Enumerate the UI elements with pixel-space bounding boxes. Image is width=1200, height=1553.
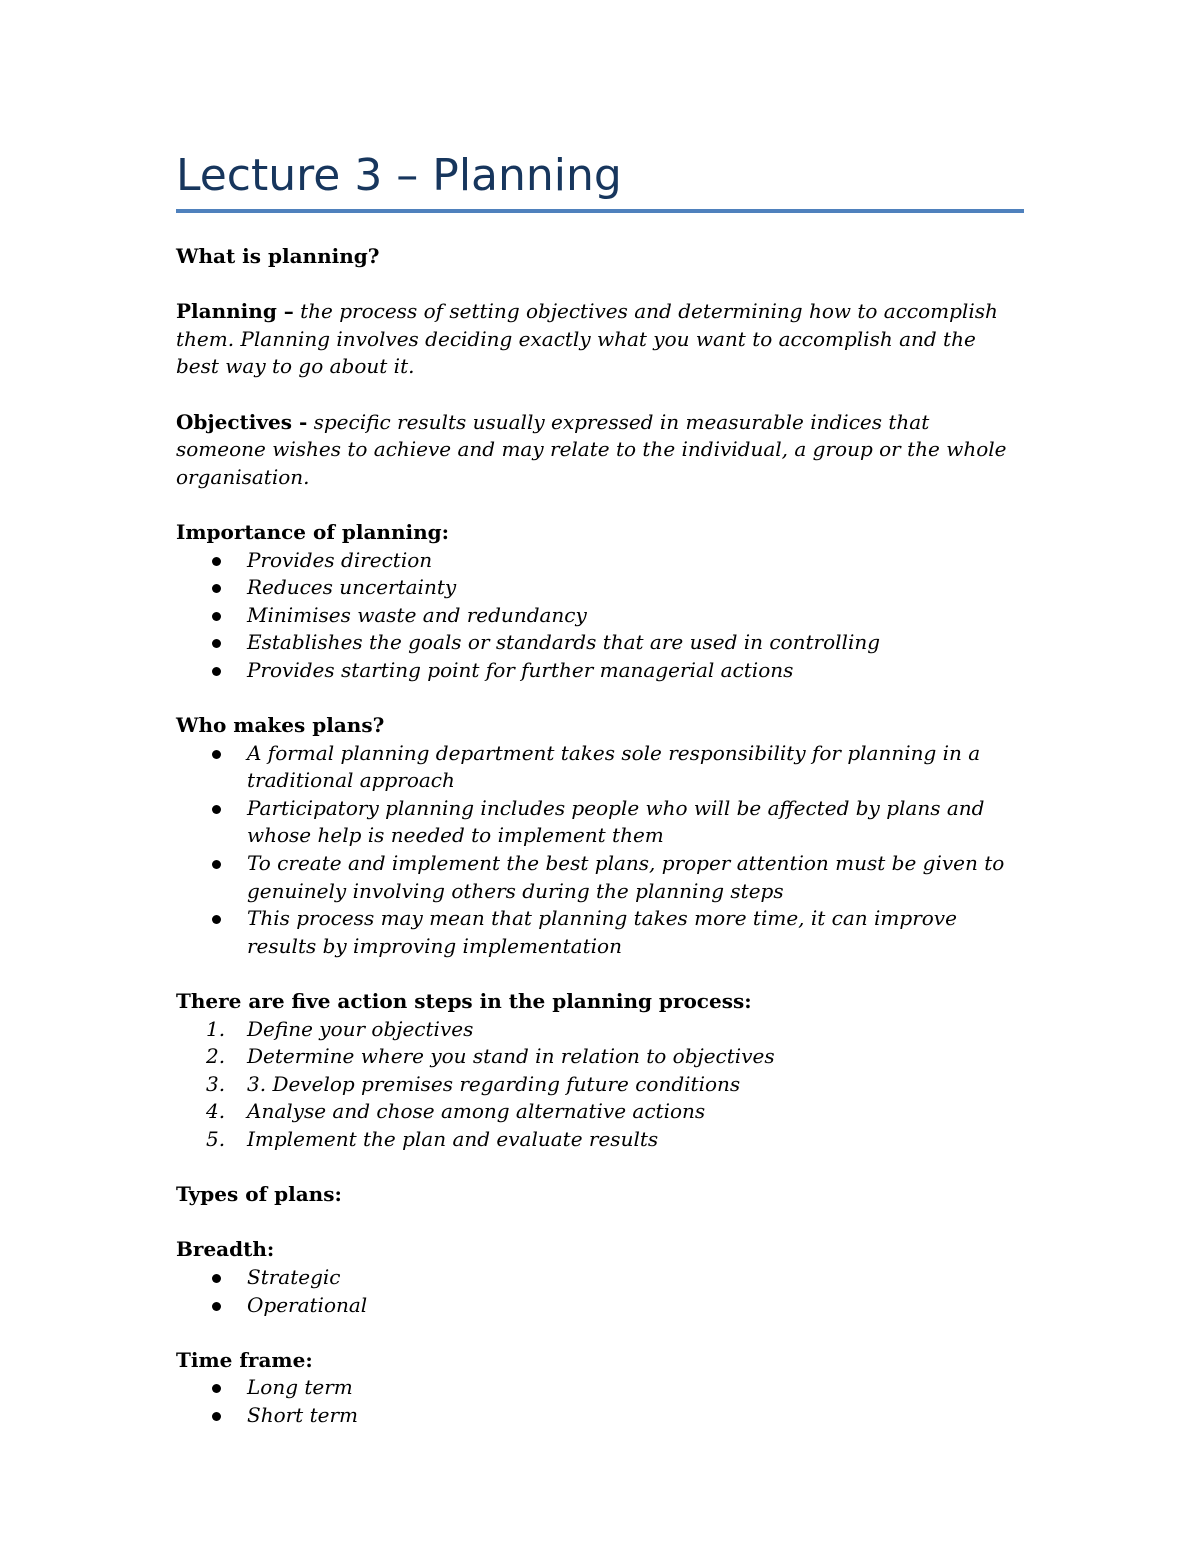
who-list bbox=[176, 740, 1024, 961]
step-item bbox=[176, 1016, 1024, 1044]
list-item: Strategic bbox=[176, 1264, 1024, 1292]
list-item: Provides direction bbox=[176, 547, 1024, 575]
planning-term: Planning – bbox=[176, 299, 294, 324]
list-item: Minimises waste and redundancy bbox=[176, 602, 1024, 630]
page-title: Lecture 3 – Planning bbox=[176, 150, 622, 201]
step-text: Analyse and chose among alternative actions bbox=[247, 1099, 706, 1124]
types-heading: Types of plans: bbox=[176, 1182, 342, 1207]
timeframe-heading: Time frame: bbox=[176, 1347, 313, 1372]
list-item: Reduces uncertainty bbox=[176, 574, 1024, 602]
step-item bbox=[176, 1071, 1024, 1099]
what-heading: What is planning? bbox=[176, 244, 380, 268]
step-item bbox=[176, 1043, 1024, 1071]
step-number: 2. bbox=[206, 1044, 226, 1069]
planning-definition bbox=[176, 298, 1024, 381]
step-text: Implement the plan and evaluate results bbox=[247, 1127, 659, 1151]
list-item: Establishes the goals or standards that are used in controlling bbox=[176, 629, 1024, 657]
list-item: This process may mean that planning takes more time, it can improve results by improving implementation bbox=[176, 905, 1024, 960]
who-heading: Who makes plans? bbox=[176, 713, 385, 738]
breadth-heading: Breadth: bbox=[176, 1237, 275, 1262]
objectives-term: Objectives - bbox=[176, 409, 308, 434]
step-text: Determine where you stand in relation to objectives bbox=[247, 1044, 775, 1069]
step-number: 5. bbox=[206, 1127, 226, 1151]
list-item: To create and implement the best plans, proper attention must be given to genuinely involving others during the planning steps bbox=[176, 850, 1024, 905]
steps-list bbox=[176, 1016, 1024, 1154]
importance-heading: Importance of planning: bbox=[176, 519, 450, 544]
breadth-list bbox=[176, 1264, 1024, 1319]
step-number: 4. bbox=[206, 1099, 226, 1124]
step-text: Define your objectives bbox=[247, 1016, 474, 1041]
list-item: Short term bbox=[176, 1402, 1024, 1430]
step-item bbox=[176, 1098, 1024, 1126]
steps-heading: There are five action steps in the planning process: bbox=[176, 989, 752, 1014]
document-body bbox=[176, 243, 1024, 1430]
timeframe-list bbox=[176, 1374, 1024, 1429]
step-number: 1. bbox=[206, 1016, 226, 1041]
list-item: Participatory planning includes people who will be affected by plans and whose help is needed to implement them bbox=[176, 795, 1024, 850]
list-item: A formal planning department takes sole responsibility for planning in a traditional approach bbox=[176, 740, 1024, 795]
list-item: Provides starting point for further managerial actions bbox=[176, 657, 1024, 685]
objectives-definition bbox=[176, 409, 1024, 492]
planning-text: the process of setting objectives and determining how to accomplish them. Planning involves deciding exactly what you want to accomplish and the best way to go about it. bbox=[176, 299, 998, 379]
list-item: Operational bbox=[176, 1292, 1024, 1320]
step-number: 3. bbox=[206, 1071, 226, 1096]
title-underline bbox=[176, 209, 1024, 213]
list-item: Long term bbox=[176, 1374, 1024, 1402]
objectives-text: specific results usually expressed in measurable indices that someone wishes to achieve and may relate to the individual, a group or the whole organisation. bbox=[176, 409, 1007, 489]
step-text: 3. Develop premises regarding future conditions bbox=[247, 1071, 741, 1096]
importance-list bbox=[176, 547, 1024, 685]
step-item bbox=[176, 1126, 1024, 1154]
